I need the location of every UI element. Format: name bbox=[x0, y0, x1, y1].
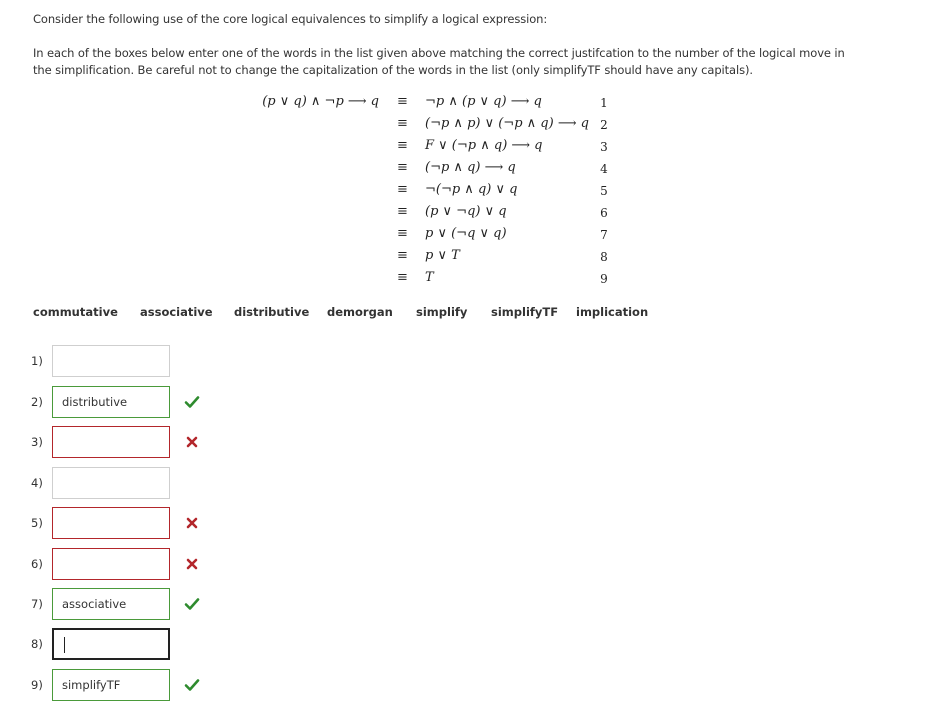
instructions-line-2: the simplification. Be careful not to change the capitalization of the words in the list (only simplifyTF should have any capitals). bbox=[33, 63, 753, 77]
word-demorgan: demorgan bbox=[327, 305, 393, 319]
equiv-symbol: ≡ bbox=[397, 116, 408, 131]
answer-input-3[interactable] bbox=[52, 426, 170, 458]
word-implication: implication bbox=[576, 305, 649, 319]
answer-input-4[interactable] bbox=[52, 467, 170, 499]
equiv-symbol: ≡ bbox=[397, 270, 408, 285]
answer-row-1 bbox=[0, 345, 300, 380]
intro-text: Consider the following use of the core logical equivalences to simplify a logical expression: bbox=[33, 12, 548, 26]
instructions-line-1: In each of the boxes below enter one of the words in the list given above matching the correct justifcation to the number of the logical move in bbox=[33, 46, 845, 60]
cross-icon bbox=[184, 515, 200, 531]
text-caret bbox=[64, 637, 65, 653]
step-number: 4 bbox=[600, 162, 608, 176]
step-expression: T bbox=[425, 270, 434, 285]
equiv-symbol: ≡ bbox=[397, 226, 408, 241]
step-expression: F ∨ (¬p ∧ q) ⟶ q bbox=[425, 138, 543, 153]
step-number: 2 bbox=[600, 118, 608, 132]
equiv-symbol: ≡ bbox=[397, 160, 408, 175]
step-expression: (¬p ∧ q) ⟶ q bbox=[425, 160, 516, 175]
answer-input-7[interactable]: associative bbox=[52, 588, 170, 620]
answer-label: 2) bbox=[31, 395, 43, 409]
derivation-lhs: (p ∨ q) ∧ ¬p ⟶ q bbox=[262, 94, 379, 109]
answer-row-7 bbox=[0, 588, 300, 623]
answer-label: 3) bbox=[31, 435, 43, 449]
derivation bbox=[0, 0, 945, 300]
word-simplify: simplify bbox=[416, 305, 468, 319]
answer-input-5[interactable] bbox=[52, 507, 170, 539]
step-number: 3 bbox=[600, 140, 608, 154]
answer-label: 6) bbox=[31, 557, 43, 571]
word-commutative: commutative bbox=[33, 305, 118, 319]
answer-input-1[interactable] bbox=[52, 345, 170, 377]
answer-row-6 bbox=[0, 548, 300, 583]
word-associative: associative bbox=[140, 305, 213, 319]
step-number: 9 bbox=[600, 272, 608, 286]
answer-input-8[interactable] bbox=[52, 628, 170, 660]
step-number: 5 bbox=[600, 184, 608, 198]
answer-input-6[interactable] bbox=[52, 548, 170, 580]
word-distributive: distributive bbox=[234, 305, 310, 319]
answer-label: 7) bbox=[31, 597, 43, 611]
answer-label: 4) bbox=[31, 476, 43, 490]
cross-icon bbox=[184, 556, 200, 572]
answer-row-9 bbox=[0, 669, 300, 704]
step-expression: ¬(¬p ∧ q) ∨ q bbox=[425, 182, 518, 197]
equiv-symbol: ≡ bbox=[397, 138, 408, 153]
step-number: 8 bbox=[600, 250, 608, 264]
answer-label: 5) bbox=[31, 516, 43, 530]
step-expression: p ∨ (¬q ∨ q) bbox=[425, 226, 507, 241]
step-expression: p ∨ T bbox=[425, 248, 460, 263]
answer-input-9[interactable]: simplifyTF bbox=[52, 669, 170, 701]
equiv-symbol: ≡ bbox=[397, 182, 408, 197]
equiv-symbol: ≡ bbox=[397, 204, 408, 219]
answer-row-3 bbox=[0, 426, 300, 461]
step-number: 7 bbox=[600, 228, 608, 242]
cross-icon bbox=[184, 434, 200, 450]
word-simplifytf: simplifyTF bbox=[491, 305, 559, 319]
check-icon bbox=[184, 394, 200, 410]
step-number: 1 bbox=[600, 96, 608, 110]
step-expression: (¬p ∧ p) ∨ (¬p ∧ q) ⟶ q bbox=[425, 116, 589, 131]
equiv-symbol: ≡ bbox=[397, 248, 408, 263]
equiv-symbol: ≡ bbox=[397, 94, 408, 109]
answer-row-5 bbox=[0, 507, 300, 542]
check-icon bbox=[184, 677, 200, 693]
answer-row-4 bbox=[0, 467, 300, 502]
answer-row-8 bbox=[0, 628, 300, 663]
check-icon bbox=[184, 596, 200, 612]
answer-label: 1) bbox=[31, 354, 43, 368]
step-expression: (p ∨ ¬q) ∨ q bbox=[425, 204, 507, 219]
answer-input-2[interactable]: distributive bbox=[52, 386, 170, 418]
step-number: 6 bbox=[600, 206, 608, 220]
answer-label: 9) bbox=[31, 678, 43, 692]
answer-label: 8) bbox=[31, 637, 43, 651]
answer-row-2 bbox=[0, 386, 300, 421]
step-expression: ¬p ∧ (p ∨ q) ⟶ q bbox=[425, 94, 542, 109]
